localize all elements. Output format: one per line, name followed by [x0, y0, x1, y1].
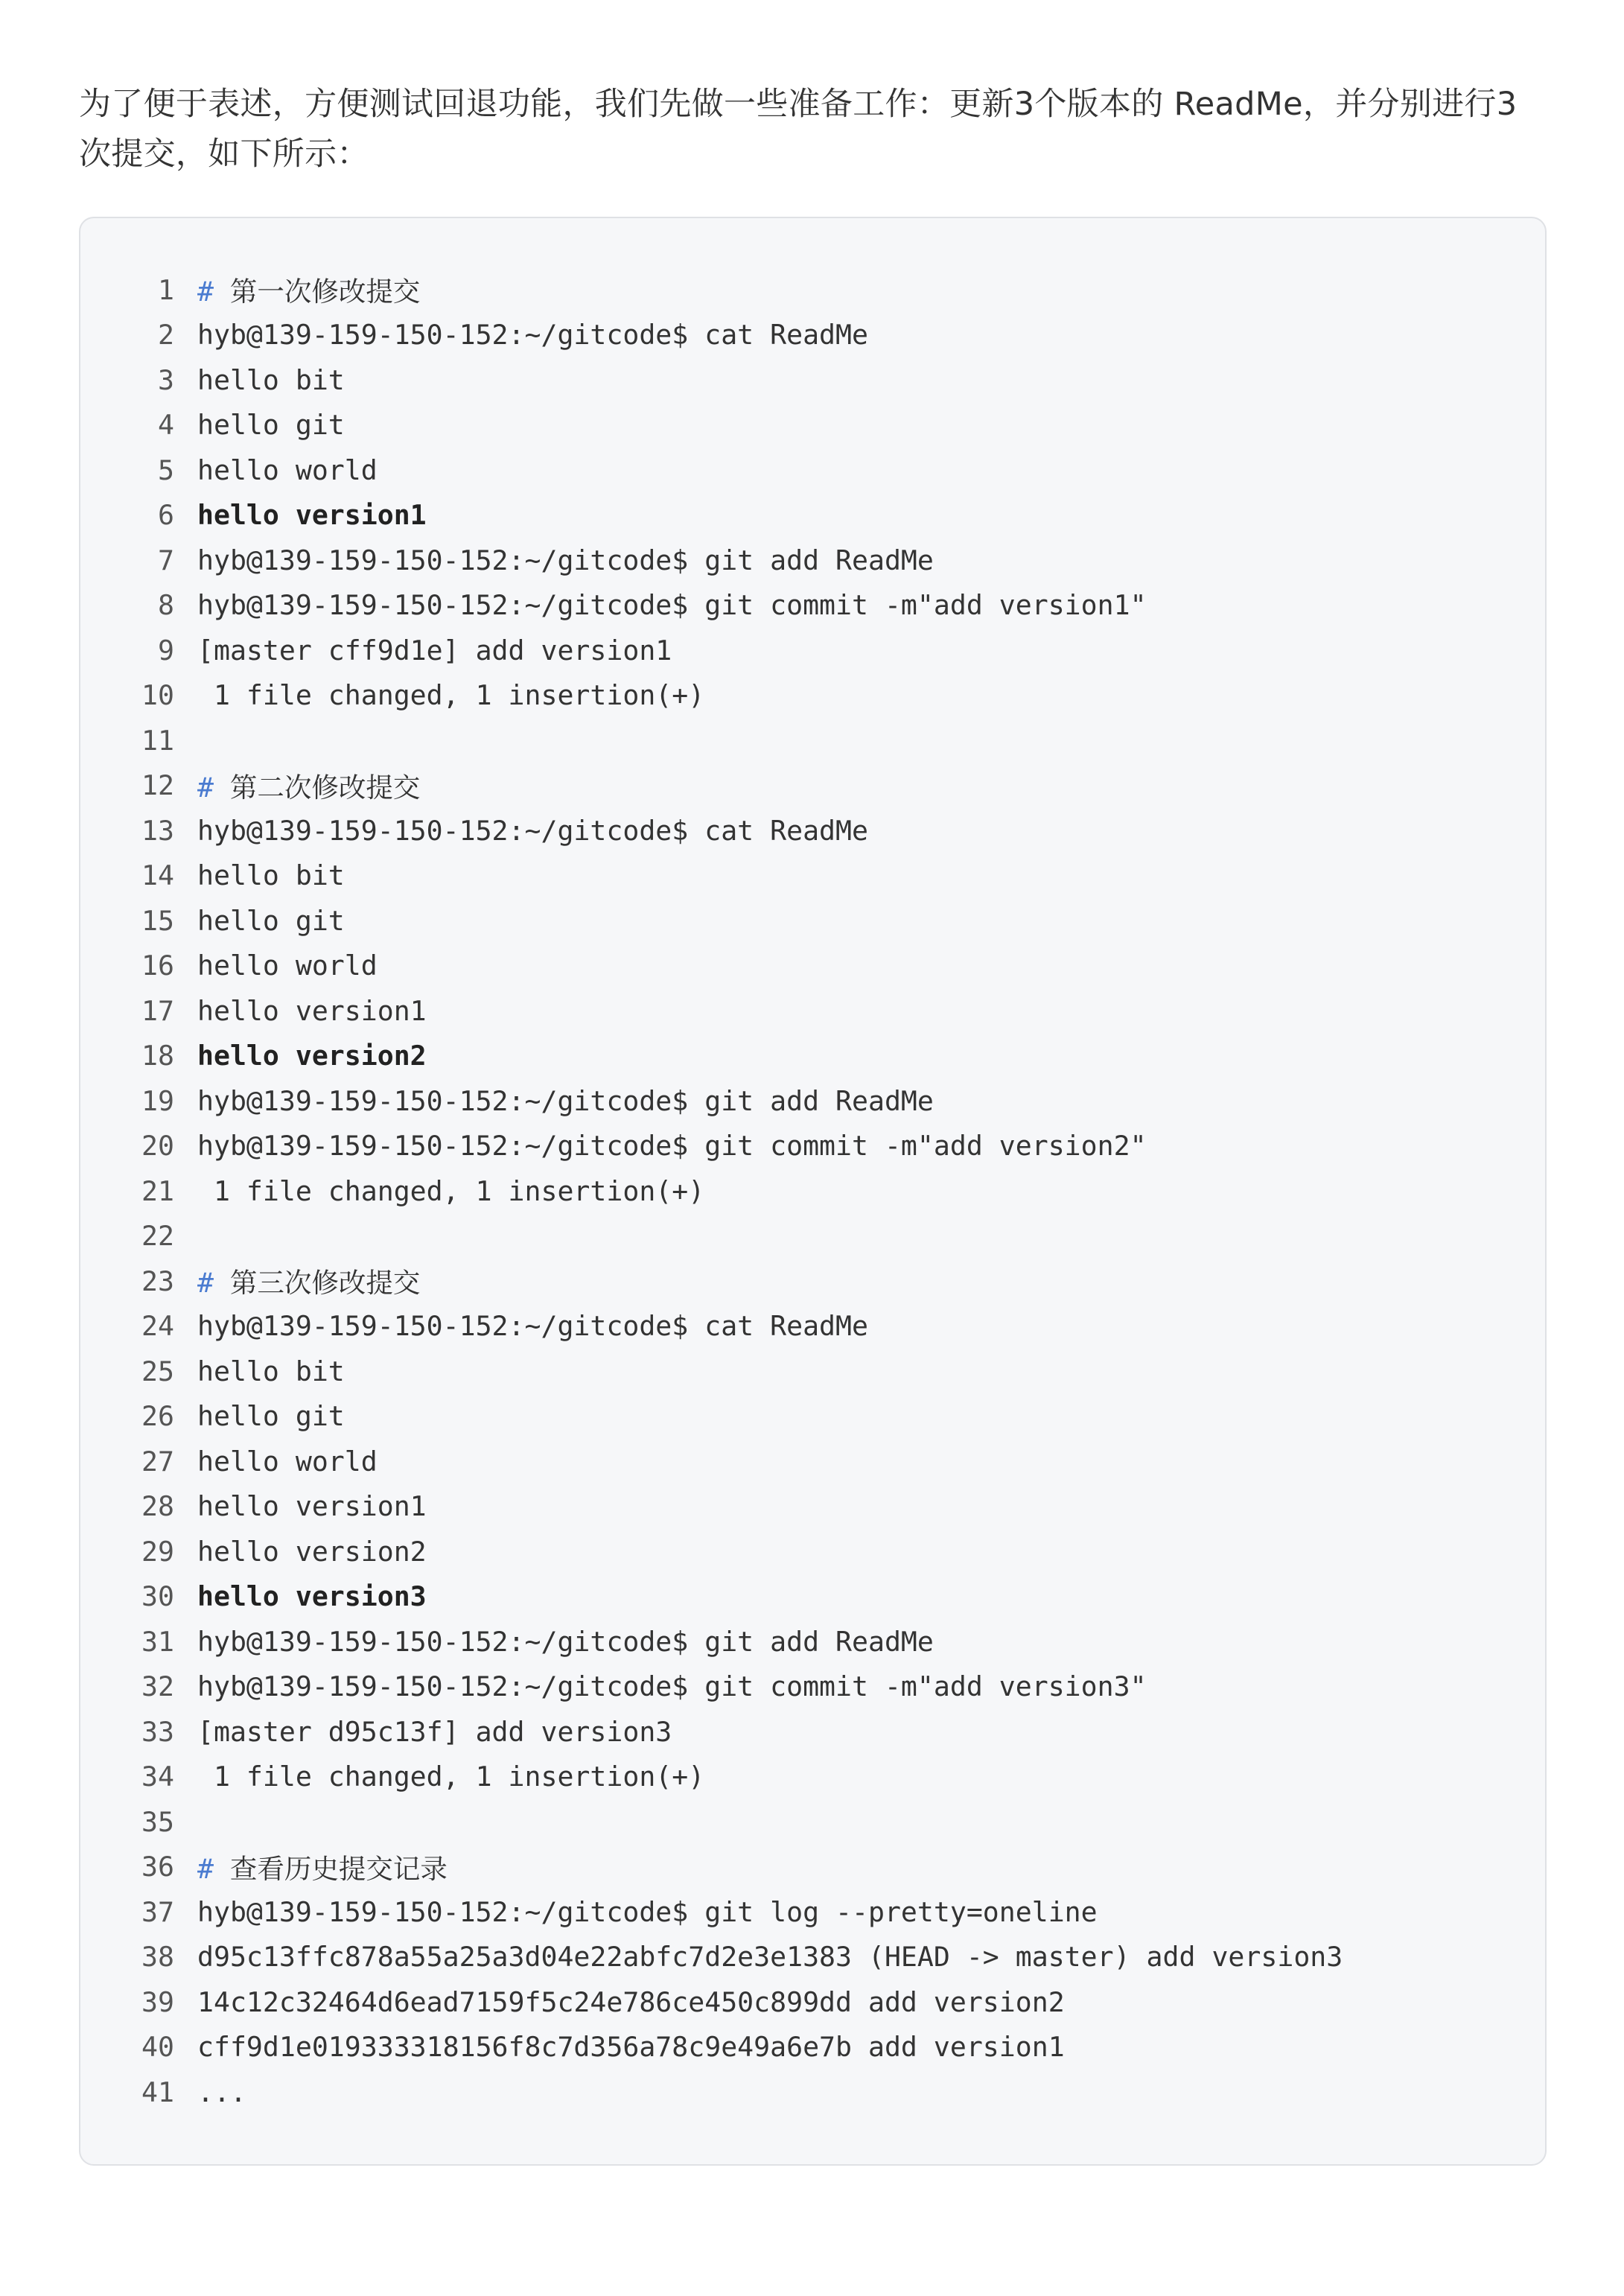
line-number: 37: [141, 1895, 174, 1928]
comment-text: 第一次修改提交: [229, 276, 421, 308]
comment-marker: #: [197, 276, 214, 308]
code-line: [80, 1304, 1545, 1349]
code-text: hyb@139-159-150-152:~/gitcode$ git add ReadMe: [197, 1084, 934, 1117]
intro-paragraph: 为了便于表述，方便测试回退功能，我们先做一些准备工作：更新3个版本的 ReadMe，并分别进行3次提交，如下所示：: [79, 86, 1518, 173]
code-text: 14c12c32464d6ead7159f5c24e786ce450c899dd add version2: [197, 1985, 1065, 2018]
line-number: 12: [141, 769, 174, 802]
code-text: hello git: [197, 904, 345, 937]
line-number: 41: [141, 2076, 174, 2108]
code-line: [80, 1394, 1545, 1440]
code-line: [80, 1889, 1545, 1935]
code-text: hello git: [197, 1400, 345, 1433]
code-line: [80, 1168, 1545, 1214]
code-line: [80, 2070, 1545, 2115]
code-text: hello version2: [197, 1040, 427, 1072]
code-line: [80, 673, 1545, 719]
line-number: 10: [141, 679, 174, 712]
line-number: 1: [158, 273, 174, 306]
code-line: [80, 718, 1545, 763]
code-text: hyb@139-159-150-152:~/gitcode$ git commit -m"add version1": [197, 589, 1147, 622]
line-number: 8: [158, 589, 174, 622]
code-text: hello bit: [197, 859, 345, 892]
code-line: [80, 1078, 1545, 1124]
line-number: 20: [141, 1130, 174, 1163]
code-text: hello bit: [197, 363, 345, 396]
line-number: 32: [141, 1670, 174, 1703]
line-number: 11: [141, 724, 174, 757]
code-line: [80, 493, 1545, 538]
code-text: hello version1: [197, 1490, 427, 1523]
code-line: [80, 898, 1545, 944]
code-text: cff9d1e019333318156f8c7d356a78c9e49a6e7b add version1: [197, 2031, 1065, 2064]
code-text: hyb@139-159-150-152:~/gitcode$ git add ReadMe: [197, 544, 934, 576]
line-number: 22: [141, 1220, 174, 1253]
code-line: [80, 808, 1545, 853]
code-text: hello version1: [197, 994, 427, 1027]
line-number: 28: [141, 1490, 174, 1523]
comment-marker: #: [197, 1267, 214, 1300]
code-line: [80, 988, 1545, 1034]
code-text: hyb@139-159-150-152:~/gitcode$ git commit -m"add version3": [197, 1670, 1147, 1703]
line-number: 23: [141, 1265, 174, 1297]
code-line: [80, 1484, 1545, 1530]
comment-text: 第二次修改提交: [229, 771, 421, 804]
line-number: 35: [141, 1805, 174, 1838]
code-text: hyb@139-159-150-152:~/gitcode$ git commit -m"add version2": [197, 1130, 1147, 1163]
line-number: 7: [158, 544, 174, 576]
code-text: hello git: [197, 409, 345, 442]
comment-text: 第三次修改提交: [229, 1267, 421, 1300]
code-line: [80, 1619, 1545, 1664]
code-line: [80, 448, 1545, 493]
code-comment: [197, 1848, 448, 1886]
code-line: [80, 1259, 1545, 1304]
code-comment: [197, 270, 420, 309]
code-line: [80, 1439, 1545, 1484]
code-line: [80, 1034, 1545, 1079]
code-text: hyb@139-159-150-152:~/gitcode$ git add ReadMe: [197, 1625, 934, 1658]
comment-marker: #: [197, 1852, 214, 1885]
comment-text: 查看历史提交记录: [229, 1852, 448, 1885]
code-text: [master d95c13f] add version3: [197, 1715, 672, 1748]
code-line: [80, 1124, 1545, 1169]
line-number: 3: [158, 363, 174, 396]
code-line: [80, 313, 1545, 358]
line-number: 26: [141, 1400, 174, 1433]
code-text: 1 file changed, 1 insertion(+): [197, 1174, 705, 1207]
code-line: [80, 538, 1545, 583]
code-text: hello world: [197, 950, 378, 982]
code-line: [80, 357, 1545, 403]
code-line: [80, 1574, 1545, 1620]
code-line: [80, 1755, 1545, 1800]
line-number: 19: [141, 1084, 174, 1117]
code-line: [80, 1709, 1545, 1755]
code-text: hello version2: [197, 1535, 427, 1568]
code-text: hello version1: [197, 499, 427, 532]
code-block: [79, 217, 1547, 2166]
code-line: [80, 1664, 1545, 1710]
line-number: 36: [141, 1851, 174, 1883]
line-number: 21: [141, 1174, 174, 1207]
code-line: [80, 763, 1545, 809]
article-content: [79, 80, 1547, 2166]
code-line: [80, 1979, 1545, 2025]
line-number: 40: [141, 2031, 174, 2064]
line-number: 15: [141, 904, 174, 937]
code-text: hello bit: [197, 1355, 345, 1387]
line-number: 13: [141, 814, 174, 847]
code-line: [80, 403, 1545, 448]
code-line: [80, 1935, 1545, 1980]
code-text: 1 file changed, 1 insertion(+): [197, 679, 705, 712]
code-line: [80, 853, 1545, 899]
line-number: 24: [141, 1310, 174, 1343]
code-text: hyb@139-159-150-152:~/gitcode$ git log --pretty=oneline: [197, 1895, 1098, 1928]
code-text: hyb@139-159-150-152:~/gitcode$ cat ReadMe: [197, 319, 868, 352]
code-line: [80, 944, 1545, 989]
code-line: [80, 1349, 1545, 1394]
line-number: 25: [141, 1355, 174, 1387]
line-number: 29: [141, 1535, 174, 1568]
code-line: [80, 583, 1545, 629]
line-number: 18: [141, 1040, 174, 1072]
comment-marker: #: [197, 771, 214, 804]
line-number: 14: [141, 859, 174, 892]
code-text: d95c13ffc878a55a25a3d04e22abfc7d2e3e1383 (HEAD -> master) add version3: [197, 1941, 1343, 1974]
code-line: [80, 1529, 1545, 1574]
line-number: 30: [141, 1580, 174, 1613]
code-line: [80, 267, 1545, 313]
code-comment: [197, 1262, 420, 1300]
line-number: 17: [141, 994, 174, 1027]
line-number: 16: [141, 950, 174, 982]
line-number: 5: [158, 454, 174, 486]
line-number: 33: [141, 1715, 174, 1748]
line-number: 6: [158, 499, 174, 532]
line-number: 2: [158, 319, 174, 352]
code-text: [master cff9d1e] add version1: [197, 634, 672, 667]
code-line: [80, 1799, 1545, 1845]
line-number: 4: [158, 409, 174, 442]
line-number: 34: [141, 1761, 174, 1793]
code-text: hyb@139-159-150-152:~/gitcode$ cat ReadMe: [197, 1310, 868, 1343]
code-text: hyb@139-159-150-152:~/gitcode$ cat ReadMe: [197, 814, 868, 847]
code-line: [80, 628, 1545, 673]
line-number: 27: [141, 1445, 174, 1478]
line-number: 38: [141, 1941, 174, 1974]
code-line: [80, 2025, 1545, 2070]
line-number: 9: [158, 634, 174, 667]
code-text: ...: [197, 2076, 246, 2108]
code-text: hello world: [197, 454, 378, 486]
code-line: [80, 1845, 1545, 1890]
code-text: 1 file changed, 1 insertion(+): [197, 1761, 705, 1793]
code-line: [80, 1214, 1545, 1259]
code-comment: [197, 766, 420, 805]
code-text: hello world: [197, 1445, 378, 1478]
line-number: 39: [141, 1985, 174, 2018]
line-number: 31: [141, 1625, 174, 1658]
code-text: hello version3: [197, 1580, 427, 1613]
